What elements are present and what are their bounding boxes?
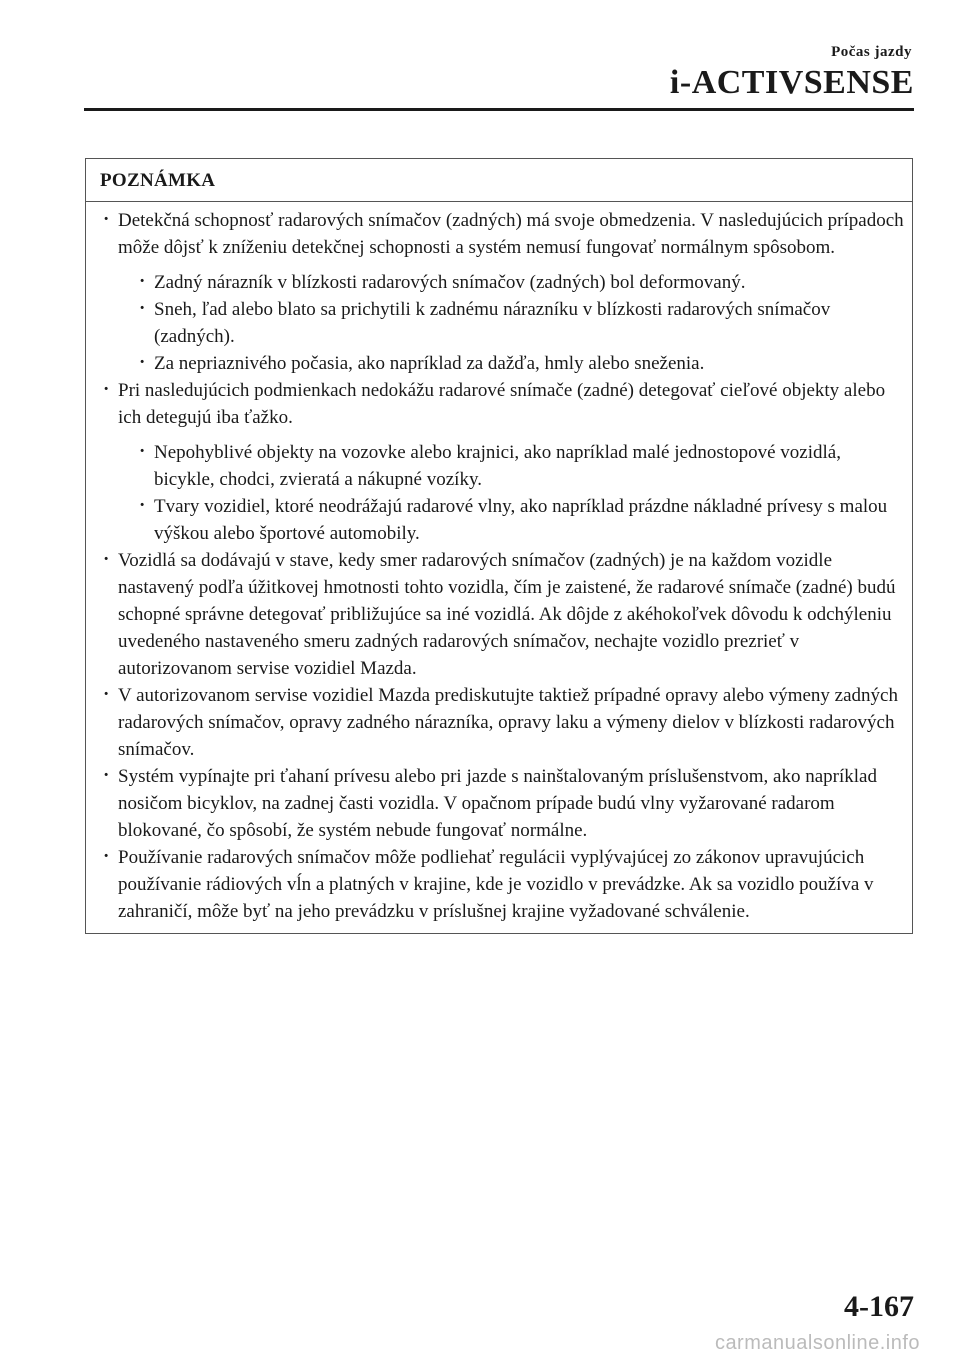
list-item: · Používanie radarových snímačov môže podliehať regulácii vyplývajúcej zo zákonov upravujúcich používanie rádiových vĺn a platných v krajine, kde je vozidlo v prevádzke. Ak sa vozidlo používa v zahraničí, môže byť na jeho prevádzku v príslušnej krajine vyžadované schválenie.	[102, 844, 906, 925]
note-list	[102, 207, 906, 925]
list-item-text: Pri nasledujúcich podmienkach nedokážu radarové snímače (zadné) detegovať cieľové objekty alebo ich detegujú iba ťažko.	[118, 380, 886, 428]
list-item-text: Detekčná schopnosť radarových snímačov (zadných) má svoje obmedzenia. V nasledujúcich prípadoch môže dôjsť k zníženiu detekčnej schopnosti a systém nemusí fungovať normálnym spôsobom.	[118, 210, 904, 258]
sub-list-item: · Za nepriaznivého počasia, ako napríklad za dažďa, hmly alebo sneženia.	[118, 350, 906, 377]
list-item: · V autorizovanom servise vozidiel Mazda prediskutujte taktiež prípadné opravy alebo výmeny zadných radarových snímačov, opravy zadného nárazníka, opravy laku a výmeny dielov v blízkosti radarových snímačov.	[102, 682, 906, 763]
list-item: · Systém vypínajte pri ťahaní prívesu alebo pri jazde s nainštalovaným príslušenstvom, ako napríklad nosičom bicyklov, na zadnej časti vozidla. V opačnom prípade budú vlny vyžarované radarom blokované, čo spôsobí, že systém nebude fungovať normálne.	[102, 763, 906, 844]
note-heading: POZNÁMKA	[86, 159, 912, 202]
list-item	[102, 377, 906, 547]
sub-list-item: · Nepohyblivé objekty na vozovke alebo krajnici, ako napríklad malé jednostopové vozidlá, bicykle, chodci, zvieratá a nákupné vozíky.	[118, 439, 906, 493]
sub-list	[118, 439, 906, 547]
list-item: · Vozidlá sa dodávajú v stave, kedy smer radarových snímačov (zadných) je na každom vozidle nastavený podľa úžitkovej hmotnosti tohto vozidla, čím je zaistené, že radarové snímače (zadné) budú schopné správne detegovať približujúce sa iné vozidlá. Ak dôjde z akéhokoľvek dôvodu k odchýleniu uvedeného nastaveného smeru zadných radarových snímačov, nechajte vozidlo prezrieť v autorizovanom servise vozidiel Mazda.	[102, 547, 906, 682]
page-number: 4-167	[844, 1290, 914, 1323]
section-title: Počas jazdy	[831, 44, 912, 60]
list-item	[102, 207, 906, 377]
note-body	[86, 202, 912, 933]
sub-list-item: · Sneh, ľad alebo blato sa prichytili k zadnému nárazníku v blízkosti radarových snímačov (zadných).	[118, 296, 906, 350]
sub-list-item: · Zadný nárazník v blízkosti radarových snímačov (zadných) bol deformovaný.	[118, 269, 906, 296]
chapter-title: i-ACTIVSENSE	[669, 64, 914, 101]
header-divider	[84, 108, 914, 111]
site-watermark: carmanualsonline.info	[714, 1332, 920, 1354]
note-box	[85, 158, 913, 934]
sub-list-item: · Tvary vozidiel, ktoré neodrážajú radarové vlny, ako napríklad prázdne nákladné prívesy s malou výškou alebo športové automobily.	[118, 493, 906, 547]
sub-list	[118, 269, 906, 377]
